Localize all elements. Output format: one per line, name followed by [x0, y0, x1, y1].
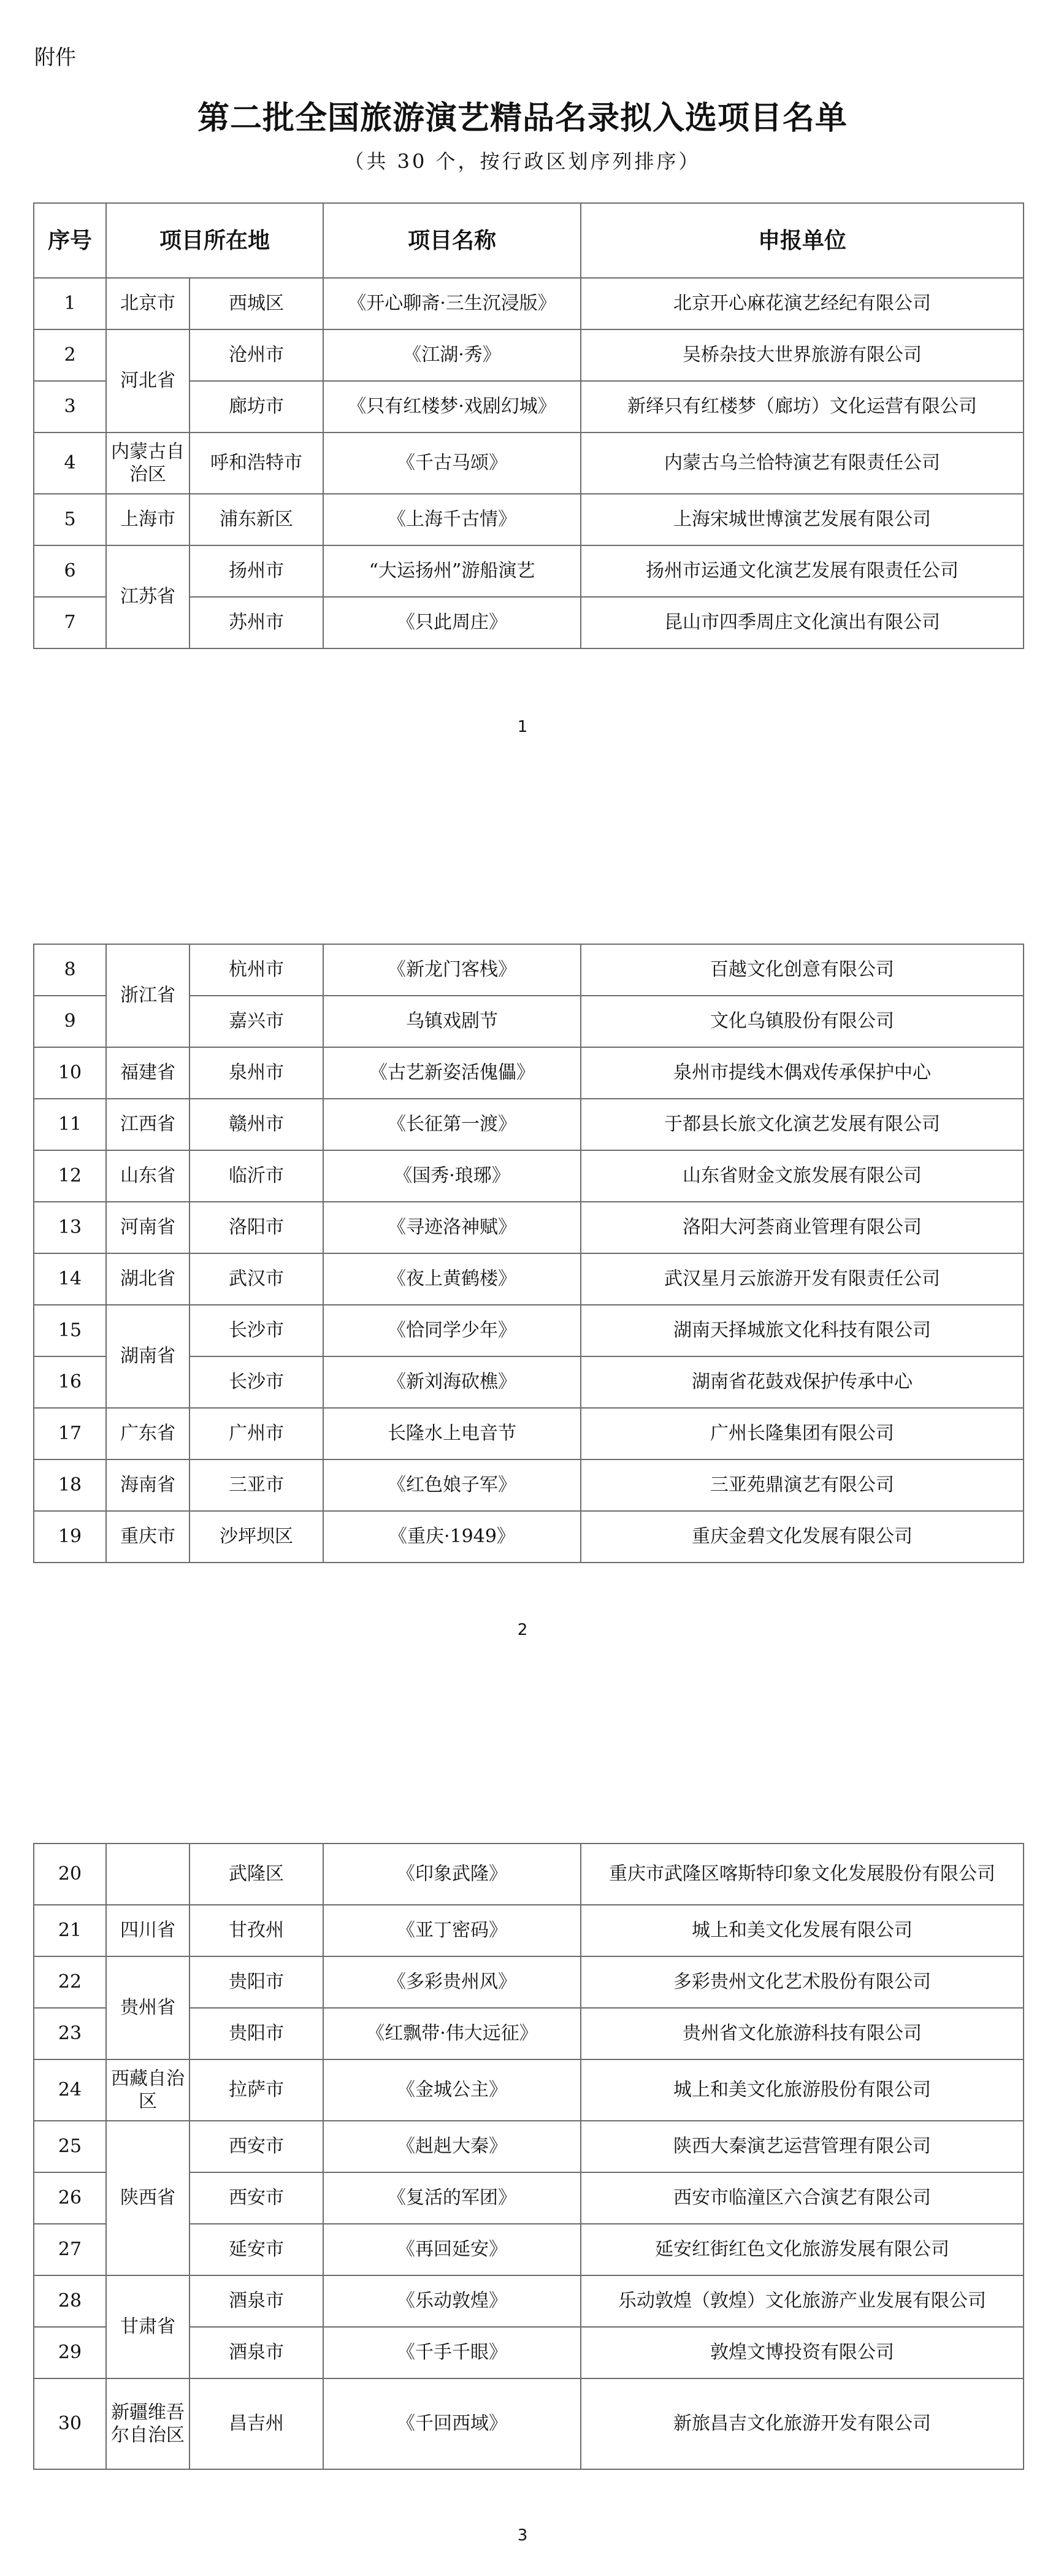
row-project-name: 《红飘带·伟大远征》 [323, 2008, 581, 2059]
row-province: 湖北省 [106, 1253, 189, 1305]
row-province: 江苏省 [106, 545, 189, 648]
row-applicant-unit: 西安市临潼区六合演艺有限公司 [581, 2172, 1024, 2224]
row-number: 7 [34, 597, 106, 648]
row-city: 洛阳市 [189, 1202, 323, 1253]
table-row [34, 1047, 1024, 1099]
document-subtitle: （共 30 个，按行政区划序列排序） [344, 150, 701, 173]
row-province: 山东省 [106, 1150, 189, 1202]
header-no: 序号 [34, 203, 106, 278]
table-row [34, 494, 1024, 545]
row-city: 杭州市 [189, 944, 323, 996]
row-city: 酒泉市 [189, 2275, 323, 2327]
row-number: 15 [34, 1305, 106, 1356]
row-project-name: 《寻迹洛神赋》 [323, 1202, 581, 1253]
row-city: 沙坪坝区 [189, 1511, 323, 1563]
row-number: 26 [34, 2172, 106, 2224]
row-applicant-unit: 贵州省文化旅游科技有限公司 [581, 2008, 1024, 2059]
row-applicant-unit: 乐动敦煌（敦煌）文化旅游产业发展有限公司 [581, 2275, 1024, 2327]
row-city: 贵阳市 [189, 1956, 323, 2008]
row-project-name: 《再回延安》 [323, 2224, 581, 2275]
row-province: 河北省 [106, 329, 189, 433]
table-row [34, 545, 1024, 597]
row-number: 20 [34, 1844, 106, 1905]
table-row [34, 1099, 1024, 1150]
table-row [34, 1202, 1024, 1253]
row-number: 5 [34, 494, 106, 545]
row-applicant-unit: 广州长隆集团有限公司 [581, 1408, 1024, 1459]
row-city: 扬州市 [189, 545, 323, 597]
table-row [34, 1305, 1024, 1356]
row-number: 1 [34, 278, 106, 329]
row-number: 2 [34, 329, 106, 381]
row-applicant-unit: 城上和美文化旅游股份有限公司 [581, 2059, 1024, 2121]
row-applicant-unit: 百越文化创意有限公司 [581, 944, 1024, 996]
row-applicant-unit: 山东省财金文旅发展有限公司 [581, 1150, 1024, 1202]
row-project-name: 《新龙门客栈》 [323, 944, 581, 996]
row-city: 嘉兴市 [189, 996, 323, 1047]
row-project-name: “大运扬州”游船演艺 [323, 545, 581, 597]
row-applicant-unit: 内蒙古乌兰恰特演艺有限责任公司 [581, 433, 1024, 494]
row-project-name: 《红色娘子军》 [323, 1459, 581, 1511]
row-applicant-unit: 多彩贵州文化艺术股份有限公司 [581, 1956, 1024, 2008]
row-city: 临沂市 [189, 1150, 323, 1202]
row-province: 上海市 [106, 494, 189, 545]
row-project-name: 《新刘海砍樵》 [323, 1356, 581, 1408]
row-number: 17 [34, 1408, 106, 1459]
row-applicant-unit: 湖南省花鼓戏保护传承中心 [581, 1356, 1024, 1408]
row-number: 8 [34, 944, 106, 996]
row-applicant-unit: 新绎只有红楼梦（廊坊）文化运营有限公司 [581, 381, 1024, 433]
row-province: 陕西省 [106, 2121, 189, 2275]
table-row [34, 433, 1024, 494]
row-city: 廊坊市 [189, 381, 323, 433]
row-city: 酒泉市 [189, 2327, 323, 2378]
row-number: 16 [34, 1356, 106, 1408]
header-name: 项目名称 [323, 203, 581, 278]
row-city: 昌吉州 [189, 2378, 323, 2469]
row-number: 6 [34, 545, 106, 597]
row-project-name: 乌镇戏剧节 [323, 996, 581, 1047]
page-number: 3 [517, 2526, 528, 2545]
row-number: 4 [34, 433, 106, 494]
header-location: 项目所在地 [106, 203, 323, 278]
row-applicant-unit: 文化乌镇股份有限公司 [581, 996, 1024, 1047]
row-province: 四川省 [106, 1905, 189, 1956]
row-project-name: 长隆水上电音节 [323, 1408, 581, 1459]
row-applicant-unit: 上海宋城世博演艺发展有限公司 [581, 494, 1024, 545]
row-project-name: 《千手千眼》 [323, 2327, 581, 2378]
row-project-name: 《重庆·1949》 [323, 1511, 581, 1563]
row-city: 延安市 [189, 2224, 323, 2275]
row-number: 29 [34, 2327, 106, 2378]
row-city: 西安市 [189, 2172, 323, 2224]
row-city: 西安市 [189, 2121, 323, 2172]
row-applicant-unit: 重庆金碧文化发展有限公司 [581, 1511, 1024, 1563]
table-row [34, 1150, 1024, 1202]
table-row [34, 944, 1024, 996]
row-applicant-unit: 洛阳大河荟商业管理有限公司 [581, 1202, 1024, 1253]
row-city: 三亚市 [189, 1459, 323, 1511]
row-project-name: 《古艺新姿活傀儡》 [323, 1047, 581, 1099]
row-applicant-unit: 吴桥杂技大世界旅游有限公司 [581, 329, 1024, 381]
row-number: 23 [34, 2008, 106, 2059]
row-number: 12 [34, 1150, 106, 1202]
project-table-page-2 [33, 944, 1024, 1563]
table-row [34, 329, 1024, 381]
project-table-page-3 [33, 1843, 1024, 2470]
row-project-name: 《夜上黄鹤楼》 [323, 1253, 581, 1305]
row-applicant-unit: 于都县长旅文化演艺发展有限公司 [581, 1099, 1024, 1150]
row-applicant-unit: 扬州市运通文化演艺发展有限责任公司 [581, 545, 1024, 597]
row-number: 3 [34, 381, 106, 433]
row-number: 27 [34, 2224, 106, 2275]
row-number: 21 [34, 1905, 106, 1956]
row-province: 北京市 [106, 278, 189, 329]
row-number: 11 [34, 1099, 106, 1150]
project-table-page-1 [33, 202, 1024, 649]
row-project-name: 《乐动敦煌》 [323, 2275, 581, 2327]
row-city: 武隆区 [189, 1844, 323, 1905]
row-city: 甘孜州 [189, 1905, 323, 1956]
row-city: 泉州市 [189, 1047, 323, 1099]
table-row [34, 1511, 1024, 1563]
row-province: 西藏自治区 [106, 2059, 189, 2121]
table-row [34, 1253, 1024, 1305]
row-city: 浦东新区 [189, 494, 323, 545]
row-province: 海南省 [106, 1459, 189, 1511]
document-title: 第二批全国旅游演艺精品名录拟入选项目名单 [197, 99, 848, 137]
row-project-name: 《千回西域》 [323, 2378, 581, 2469]
row-applicant-unit: 泉州市提线木偶戏传承保护中心 [581, 1047, 1024, 1099]
row-project-name: 《亚丁密码》 [323, 1905, 581, 1956]
page-number: 1 [517, 718, 528, 736]
row-province: 新疆维吾尔自治区 [106, 2378, 189, 2469]
table-row [34, 1844, 1024, 1905]
row-province: 江西省 [106, 1099, 189, 1150]
row-project-name: 《只此周庄》 [323, 597, 581, 648]
row-project-name: 《印象武隆》 [323, 1844, 581, 1905]
row-province [106, 1844, 189, 1905]
page-number: 2 [517, 1621, 528, 1639]
row-province: 重庆市 [106, 1511, 189, 1563]
row-province: 内蒙古自治区 [106, 433, 189, 494]
row-project-name: 《江湖·秀》 [323, 329, 581, 381]
row-number: 28 [34, 2275, 106, 2327]
row-province: 甘肃省 [106, 2275, 189, 2378]
row-applicant-unit: 北京开心麻花演艺经纪有限公司 [581, 278, 1024, 329]
row-city: 拉萨市 [189, 2059, 323, 2121]
table-row [34, 1956, 1024, 2008]
row-number: 9 [34, 996, 106, 1047]
row-number: 19 [34, 1511, 106, 1563]
header-unit: 申报单位 [581, 203, 1024, 278]
row-city: 贵阳市 [189, 2008, 323, 2059]
row-city: 广州市 [189, 1408, 323, 1459]
row-number: 30 [34, 2378, 106, 2469]
row-project-name: 《恰同学少年》 [323, 1305, 581, 1356]
row-project-name: 《长征第一渡》 [323, 1099, 581, 1150]
row-applicant-unit: 延安红街红色文化旅游发展有限公司 [581, 2224, 1024, 2275]
row-province: 广东省 [106, 1408, 189, 1459]
row-project-name: 《上海千古情》 [323, 494, 581, 545]
row-city: 长沙市 [189, 1305, 323, 1356]
row-applicant-unit: 重庆市武隆区喀斯特印象文化发展股份有限公司 [581, 1844, 1024, 1905]
table-row [34, 1905, 1024, 1956]
row-number: 14 [34, 1253, 106, 1305]
row-project-name: 《千古马颂》 [323, 433, 581, 494]
row-project-name: 《开心聊斋·三生沉浸版》 [323, 278, 581, 329]
row-project-name: 《多彩贵州风》 [323, 1956, 581, 2008]
row-number: 13 [34, 1202, 106, 1253]
row-number: 10 [34, 1047, 106, 1099]
row-province: 浙江省 [106, 944, 189, 1047]
row-applicant-unit: 新旅昌吉文化旅游开发有限公司 [581, 2378, 1024, 2469]
row-province: 湖南省 [106, 1305, 189, 1408]
row-applicant-unit: 武汉星月云旅游开发有限责任公司 [581, 1253, 1024, 1305]
row-city: 武汉市 [189, 1253, 323, 1305]
row-city: 西城区 [189, 278, 323, 329]
row-city: 呼和浩特市 [189, 433, 323, 494]
table-row [34, 278, 1024, 329]
row-applicant-unit: 湖南天择城旅文化科技有限公司 [581, 1305, 1024, 1356]
row-project-name: 《金城公主》 [323, 2059, 581, 2121]
row-applicant-unit: 城上和美文化发展有限公司 [581, 1905, 1024, 1956]
row-province: 福建省 [106, 1047, 189, 1099]
row-city: 赣州市 [189, 1099, 323, 1150]
row-number: 18 [34, 1459, 106, 1511]
row-number: 25 [34, 2121, 106, 2172]
table-row [34, 2121, 1024, 2172]
row-project-name: 《复活的军团》 [323, 2172, 581, 2224]
annex-label: 附件 [34, 45, 76, 70]
row-applicant-unit: 昆山市四季周庄文化演出有限公司 [581, 597, 1024, 648]
table-row [34, 1459, 1024, 1511]
row-number: 22 [34, 1956, 106, 2008]
row-project-name: 《只有红楼梦·戏剧幻城》 [323, 381, 581, 433]
row-city: 苏州市 [189, 597, 323, 648]
table-row [34, 2059, 1024, 2121]
row-applicant-unit: 三亚苑鼎演艺有限公司 [581, 1459, 1024, 1511]
table-row [34, 2275, 1024, 2327]
row-province: 贵州省 [106, 1956, 189, 2059]
table-row [34, 2378, 1024, 2469]
row-number: 24 [34, 2059, 106, 2121]
row-city: 沧州市 [189, 329, 323, 381]
row-project-name: 《赳赳大秦》 [323, 2121, 581, 2172]
row-applicant-unit: 陕西大秦演艺运营管理有限公司 [581, 2121, 1024, 2172]
row-city: 长沙市 [189, 1356, 323, 1408]
row-province: 河南省 [106, 1202, 189, 1253]
table-row [34, 1408, 1024, 1459]
row-applicant-unit: 敦煌文博投资有限公司 [581, 2327, 1024, 2378]
row-project-name: 《国秀·琅琊》 [323, 1150, 581, 1202]
